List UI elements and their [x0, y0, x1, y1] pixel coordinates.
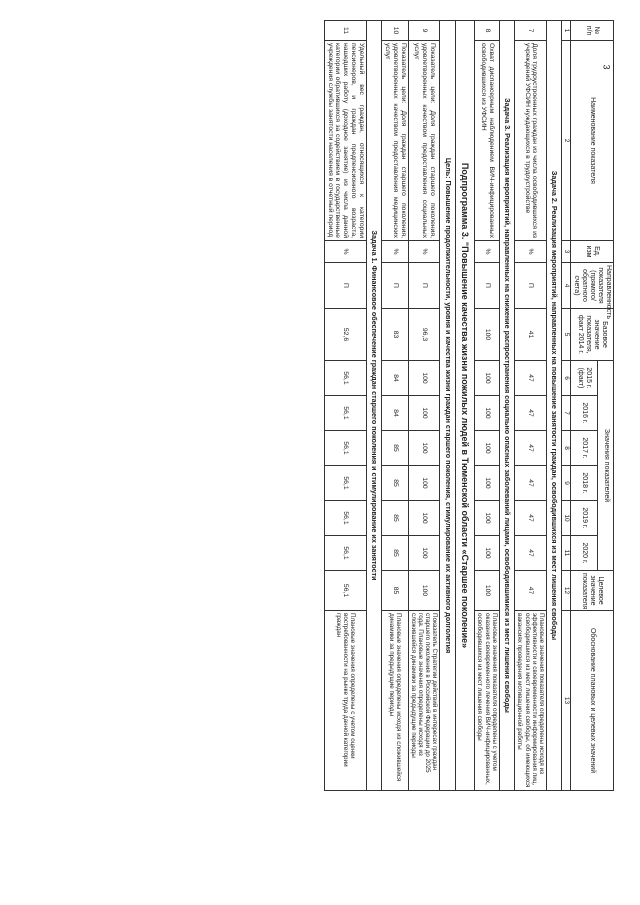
row-2017: 56,1 — [324, 431, 366, 466]
row-2016: 100 — [408, 396, 440, 431]
row-direction: П — [515, 263, 547, 309]
colnum: 9 — [562, 466, 570, 501]
row-name: Охват диспансерным наблюдением ВИЧ-инфицированных освободившихся из УФСИН — [475, 41, 500, 241]
row-base: 100 — [475, 309, 500, 361]
row-base: 83 — [382, 309, 408, 361]
row-2018: 100 — [475, 466, 500, 501]
section-task1: Задача 1. Финансовое обеспечение граждан старшего поколения и стимулирование их занятости — [366, 21, 381, 791]
row-unit: % — [475, 241, 500, 263]
indicator-table — [324, 20, 614, 791]
row-2018: 56,1 — [324, 466, 366, 501]
row-2019: 56,1 — [324, 501, 366, 536]
header-num: № п/п — [570, 21, 613, 41]
section-task3: Задача 3. Реализация мероприятий, направленных на снижение распространения социально опасных заболеваний лицами, освободившимися из мест лишения свободы — [499, 21, 514, 791]
row-2016: 84 — [382, 396, 408, 431]
row-name: Показатель цели: Доля граждан старшего поколения, удовлетворенных качеством предоставления медицинских услуг — [382, 41, 408, 241]
row-base: 52,6 — [324, 309, 366, 361]
section-row — [499, 21, 514, 791]
row-num: 9 — [408, 21, 440, 41]
row-direction: П — [475, 263, 500, 309]
row-num: 8 — [475, 21, 500, 41]
row-name: Доля трудоустроенных граждан из числа освободившихся из учреждений УФСИН нуждающихся в трудоустройстве — [515, 41, 547, 241]
colnum: 8 — [562, 431, 570, 466]
row-2017: 85 — [382, 431, 408, 466]
row-2020: 85 — [382, 536, 408, 571]
goal-row — [440, 21, 455, 791]
header-2016: 2016 г. — [570, 396, 597, 431]
row-name: Удельный вес граждан, относящихся к категории пенсионеров, и граждан предпенсионного возраста, нашедших работу (доходное занятие) из числа данной категории обратившихся за содействием в государственные учреждения службы занятости населения в отчетный период — [324, 41, 366, 241]
colnum: 5 — [562, 309, 570, 361]
subprogram-row — [455, 21, 474, 791]
header-name: Наименование показателя — [570, 41, 613, 241]
row-num: 11 — [324, 21, 366, 41]
row-2015: 100 — [408, 361, 440, 396]
header-2020: 2020 г. — [570, 536, 597, 571]
header-2018: 2018 г. — [570, 466, 597, 501]
row-2018: 47 — [515, 466, 547, 501]
colnum: 2 — [562, 41, 570, 241]
colnum: 3 — [562, 241, 570, 263]
section-row — [366, 21, 381, 791]
row-justification: Плановые значения определены с учетом оценки востребованности на рынке труда данной категории граждан — [324, 611, 366, 791]
row-2020: 100 — [475, 536, 500, 571]
row-justification: Плановые значения определены исходя из сложившейся динамики за предыдущие периоды — [382, 611, 408, 791]
row-direction: П — [408, 263, 440, 309]
row-target: 56,1 — [324, 571, 366, 611]
colnum: 1 — [562, 21, 570, 41]
row-direction: П — [382, 263, 408, 309]
row-2015: 100 — [475, 361, 500, 396]
header-2019: 2019 г. — [570, 501, 597, 536]
row-2019: 100 — [408, 501, 440, 536]
section-task2: Задача 2. Реализация мероприятий, направленных на повышение занятости граждан, освободившихся из мест лишения свободы — [547, 21, 562, 791]
table-row — [515, 21, 547, 791]
row-target: 100 — [475, 571, 500, 611]
row-2020: 100 — [408, 536, 440, 571]
header-2017: 2017 г. — [570, 431, 597, 466]
column-numbers-row — [562, 21, 570, 791]
row-unit: % — [408, 241, 440, 263]
row-base: 41 — [515, 309, 547, 361]
row-justification: Показатель Стратегии действий в интересах граждан старшего поколения в Российской Федерации до 2025 года. Плановые значения определены исходя из сложившейся динамики за предыдущие периоды — [408, 611, 440, 791]
row-2016: 100 — [475, 396, 500, 431]
row-2015: 56,1 — [324, 361, 366, 396]
header-base: Базовое значение показателя, факт 2014 г. — [570, 309, 613, 361]
row-2020: 56,1 — [324, 536, 366, 571]
header-target: Целевое значение показателя — [570, 571, 613, 611]
row-2015: 47 — [515, 361, 547, 396]
row-2018: 85 — [382, 466, 408, 501]
row-target: 100 — [408, 571, 440, 611]
header-justification: Обоснование плановых и целевых значений — [570, 611, 613, 791]
rotated-table-wrapper — [144, 20, 614, 790]
colnum: 10 — [562, 501, 570, 536]
row-base: 96,3 — [408, 309, 440, 361]
row-2016: 47 — [515, 396, 547, 431]
row-unit: % — [515, 241, 547, 263]
colnum: 6 — [562, 361, 570, 396]
header-2015: 2015 г. (факт) — [570, 361, 597, 396]
row-2020: 47 — [515, 536, 547, 571]
table-row — [382, 21, 408, 791]
row-2017: 47 — [515, 431, 547, 466]
table-row — [408, 21, 440, 791]
table-row — [475, 21, 500, 791]
header-values: Значения показателей — [598, 361, 614, 571]
row-2017: 100 — [475, 431, 500, 466]
row-num: 10 — [382, 21, 408, 41]
row-target: 85 — [382, 571, 408, 611]
row-direction: П — [324, 263, 366, 309]
row-num: 7 — [515, 21, 547, 41]
row-2019: 47 — [515, 501, 547, 536]
page-number: 3 — [601, 64, 612, 70]
row-2016: 56,1 — [324, 396, 366, 431]
row-2017: 100 — [408, 431, 440, 466]
row-2019: 100 — [475, 501, 500, 536]
row-2015: 84 — [382, 361, 408, 396]
row-unit: % — [324, 241, 366, 263]
section-goal: Цель: Повышение продолжительности, уровня и качества жизни граждан старшего поколения, стимулирование их активного долголетия — [440, 21, 455, 791]
table-row — [324, 21, 366, 791]
colnum: 4 — [562, 263, 570, 309]
row-target: 47 — [515, 571, 547, 611]
colnum: 12 — [562, 571, 570, 611]
row-unit: % — [382, 241, 408, 263]
header-unit: Ед. изм — [570, 241, 613, 263]
row-2018: 100 — [408, 466, 440, 501]
header-row-1 — [598, 21, 614, 791]
colnum: 7 — [562, 396, 570, 431]
header-direction: Направленность показателя (прямого/обратного счета) — [570, 263, 613, 309]
colnum: 13 — [562, 611, 570, 791]
row-2019: 85 — [382, 501, 408, 536]
row-justification: Плановые значения показателя определены исходя из эффективности и своевременности информирования лиц, освободившихся из мест лишения свободы, об имеющихся вакансиях проведения мотивационной работы — [515, 611, 547, 791]
row-name: Показатель цели: Доля граждан старшего поколения, удовлетворенных качеством предоставления социальных услуг — [408, 41, 440, 241]
section-row — [547, 21, 562, 791]
colnum: 11 — [562, 536, 570, 571]
section-subprogram3: Подпрограмма 3. "Повышение качества жизни пожилых людей в Тюменской области «Старшее поколение» — [455, 21, 474, 791]
row-justification: Плановые значения показателя определены с учетом оказания своевременного лечения ВИЧ-инфицированных, освободившихся из мест лишения свободы — [475, 611, 500, 791]
